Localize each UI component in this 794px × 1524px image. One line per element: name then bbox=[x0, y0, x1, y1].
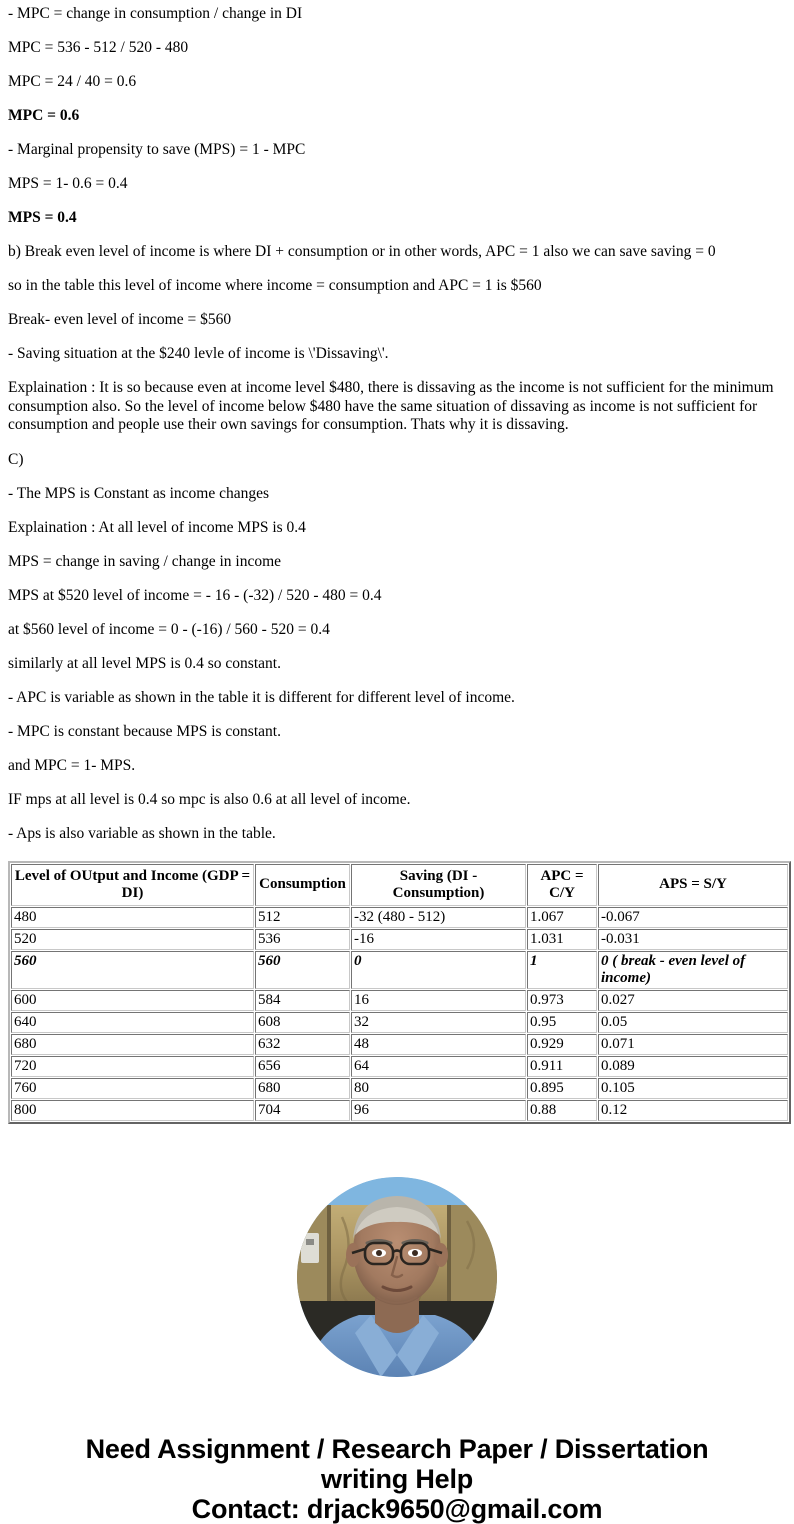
paragraph: - MPC is constant because MPS is constant. bbox=[8, 722, 281, 740]
table-cell-aps: 0.105 bbox=[598, 1078, 788, 1099]
table-cell-consumption: 680 bbox=[255, 1078, 350, 1099]
promo-line-1: Need Assignment / Research Paper / Dissertation bbox=[85, 1433, 709, 1464]
table-cell-apc: 1 bbox=[527, 951, 597, 989]
table-row bbox=[11, 929, 788, 950]
table-row bbox=[11, 1012, 788, 1033]
paragraph: - APC is variable as shown in the table it is different for different level of income. bbox=[8, 688, 515, 706]
table-cell-apc: 0.929 bbox=[527, 1034, 597, 1055]
table-body bbox=[11, 907, 788, 1121]
paragraph: - Marginal propensity to save (MPS) = 1 - MPC bbox=[8, 141, 306, 158]
table-cell-income: 720 bbox=[11, 1056, 254, 1077]
paragraph: - The MPS is Constant as income changes bbox=[8, 484, 270, 502]
table-header bbox=[11, 864, 788, 906]
table-cell-aps: -0.031 bbox=[598, 929, 788, 950]
paragraph: - Aps is also variable as shown in the table. bbox=[8, 824, 276, 842]
table-cell-income: 560 bbox=[11, 951, 254, 989]
table-cell-consumption: 560 bbox=[255, 951, 350, 989]
table-cell-saving: 16 bbox=[351, 990, 526, 1011]
table-cell-income: 640 bbox=[11, 1012, 254, 1033]
profile-photo bbox=[297, 1177, 497, 1377]
table-cell-income: 520 bbox=[11, 929, 254, 950]
income-consumption-table-container bbox=[0, 861, 794, 1124]
paragraph: MPC = 536 - 512 / 520 - 480 bbox=[8, 39, 189, 56]
profile-photo-block bbox=[0, 1177, 794, 1377]
paragraph: at $560 level of income = 0 - (-16) / 560 - 520 = 0.4 bbox=[8, 620, 330, 638]
table-cell-income: 600 bbox=[11, 990, 254, 1011]
promo-line-2: writing Help bbox=[320, 1463, 474, 1494]
column-header-income: Level of OUtput and Income (GDP = DI) bbox=[11, 864, 254, 906]
paragraph-explanation-b: Explaination : It is so because even at income level $480, there is dissaving as the income is not sufficient for the minimum consumption also. So the level of income below $480 have the same situation of dissaving as income is not sufficient for consumption and people use their own savings for consumption. Thats why it is dissaving. bbox=[8, 379, 774, 433]
table-cell-aps: 0.071 bbox=[598, 1034, 788, 1055]
table-header-row bbox=[11, 864, 788, 906]
paragraph: MPS = 1- 0.6 = 0.4 bbox=[8, 175, 128, 192]
table-cell-aps: 0.089 bbox=[598, 1056, 788, 1077]
table-cell-apc: 0.88 bbox=[527, 1100, 597, 1121]
table-cell-consumption: 584 bbox=[255, 990, 350, 1011]
table-cell-income: 800 bbox=[11, 1100, 254, 1121]
table-row bbox=[11, 1034, 788, 1055]
paragraph-mps-result: MPS = 0.4 bbox=[8, 209, 77, 226]
paragraph: - Saving situation at the $240 levle of income is \'Dissaving\'. bbox=[8, 345, 389, 362]
table-cell-saving: -16 bbox=[351, 929, 526, 950]
table-row bbox=[11, 990, 788, 1011]
table-cell-apc: 0.895 bbox=[527, 1078, 597, 1099]
paragraph-part-b: b) Break even level of income is where DI + consumption or in other words, APC = 1 also we can save saving = 0 bbox=[8, 243, 716, 260]
paragraph-part-c: C) bbox=[8, 450, 24, 468]
table-cell-saving: 64 bbox=[351, 1056, 526, 1077]
promo-contact-email[interactable]: Contact: drjack9650@gmail.com bbox=[191, 1493, 603, 1524]
paragraph: Break- even level of income = $560 bbox=[8, 311, 232, 328]
table-cell-income: 480 bbox=[11, 907, 254, 928]
table-cell-income: 680 bbox=[11, 1034, 254, 1055]
table-cell-aps: 0 ( break - even level of income) bbox=[598, 951, 788, 989]
table-cell-consumption: 536 bbox=[255, 929, 350, 950]
table-row bbox=[11, 907, 788, 928]
paragraph: - MPC = change in consumption / change in DI bbox=[8, 5, 303, 22]
profile-photo-illustration bbox=[297, 1177, 497, 1377]
paragraph: MPC = 24 / 40 = 0.6 bbox=[8, 73, 137, 90]
paragraph: IF mps at all level is 0.4 so mpc is also 0.6 at all level of income. bbox=[8, 790, 411, 808]
table-cell-aps: -0.067 bbox=[598, 907, 788, 928]
table-cell-saving: -32 (480 - 512) bbox=[351, 907, 526, 928]
column-header-saving: Saving (DI - Consumption) bbox=[351, 864, 526, 906]
table-row bbox=[11, 1078, 788, 1099]
paragraph: so in the table this level of income where income = consumption and APC = 1 is $560 bbox=[8, 277, 542, 294]
table-cell-saving: 32 bbox=[351, 1012, 526, 1033]
table-cell-aps: 0.05 bbox=[598, 1012, 788, 1033]
table-cell-saving: 0 bbox=[351, 951, 526, 989]
table-cell-apc: 1.067 bbox=[527, 907, 597, 928]
column-header-aps: APS = S/Y bbox=[598, 864, 788, 906]
column-header-apc: APC = C/Y bbox=[527, 864, 597, 906]
table-row bbox=[11, 1056, 788, 1077]
column-header-consumption: Consumption bbox=[255, 864, 350, 906]
paragraph: MPS at $520 level of income = - 16 - (-32) / 520 - 480 = 0.4 bbox=[8, 586, 382, 604]
table-cell-consumption: 632 bbox=[255, 1034, 350, 1055]
table-cell-aps: 0.12 bbox=[598, 1100, 788, 1121]
table-cell-saving: 96 bbox=[351, 1100, 526, 1121]
table-cell-aps: 0.027 bbox=[598, 990, 788, 1011]
table-cell-consumption: 704 bbox=[255, 1100, 350, 1121]
table-cell-consumption: 656 bbox=[255, 1056, 350, 1077]
table-cell-saving: 48 bbox=[351, 1034, 526, 1055]
table-cell-income: 760 bbox=[11, 1078, 254, 1099]
paragraph-mpc-result: MPC = 0.6 bbox=[8, 107, 80, 124]
table-cell-apc: 0.973 bbox=[527, 990, 597, 1011]
income-consumption-table bbox=[8, 861, 791, 1124]
table-row bbox=[11, 951, 788, 989]
paragraph: Explaination : At all level of income MPS is 0.4 bbox=[8, 518, 306, 536]
table-cell-consumption: 512 bbox=[255, 907, 350, 928]
paragraph: and MPC = 1- MPS. bbox=[8, 756, 136, 774]
table-cell-saving: 80 bbox=[351, 1078, 526, 1099]
table-row bbox=[11, 1100, 788, 1121]
paragraph: MPS = change in saving / change in income bbox=[8, 552, 282, 570]
table-cell-consumption: 608 bbox=[255, 1012, 350, 1033]
table-cell-apc: 0.95 bbox=[527, 1012, 597, 1033]
table-cell-apc: 1.031 bbox=[527, 929, 597, 950]
table-cell-apc: 0.911 bbox=[527, 1056, 597, 1077]
promo-footer bbox=[0, 1434, 794, 1524]
paragraph: similarly at all level MPS is 0.4 so constant. bbox=[8, 654, 281, 672]
